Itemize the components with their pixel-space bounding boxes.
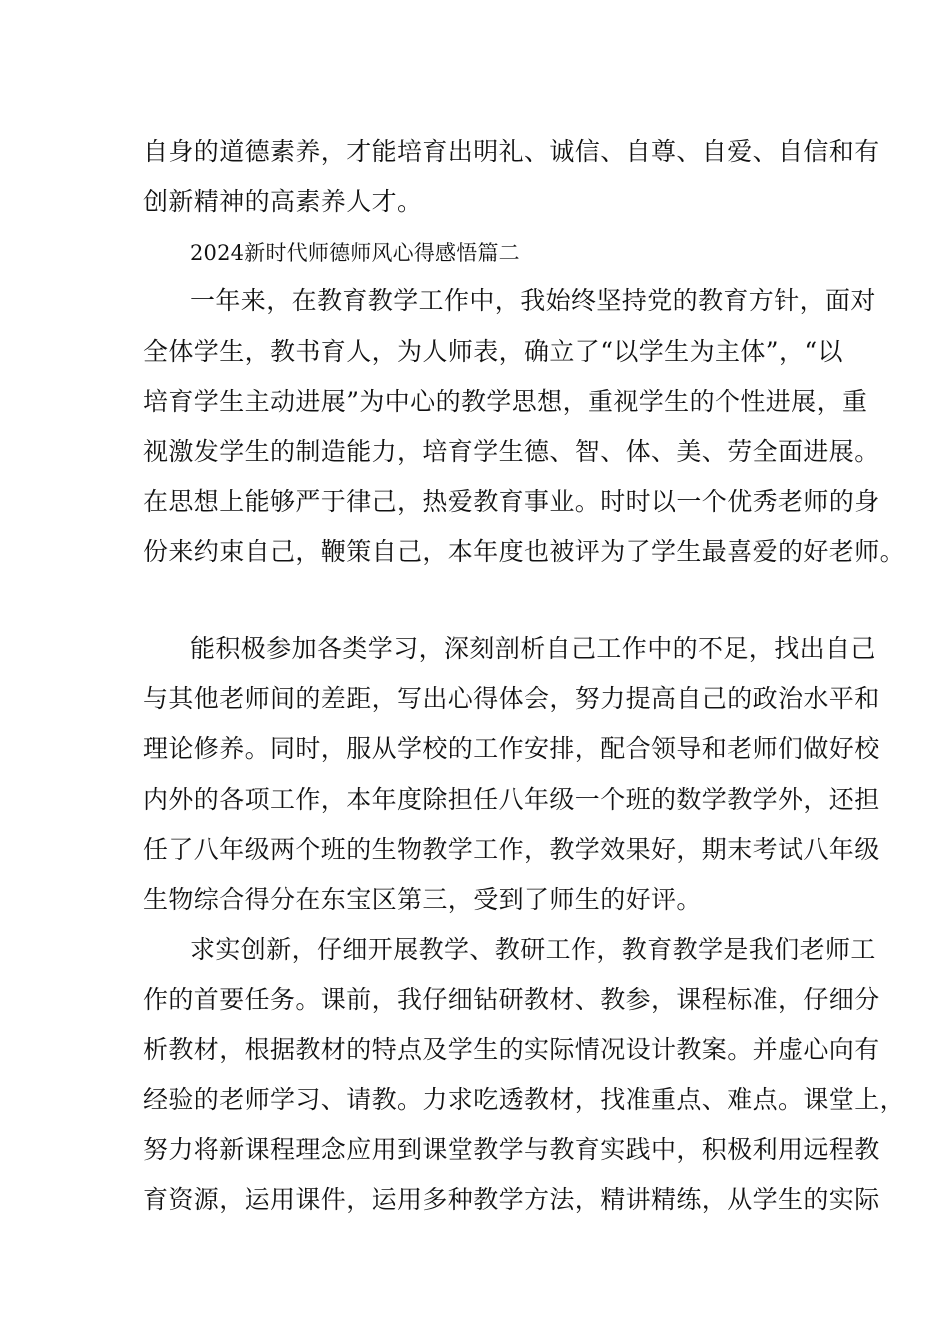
paragraph-line: 生物综合得分在东宝区第三，受到了师生的好评。 [143, 885, 702, 914]
paragraph-line: 创新精神的高素养人才。 [143, 187, 423, 216]
paragraph-line: 努力将新课程理念应用到课堂教学与教育实践中，积极利用远程教 [143, 1135, 880, 1164]
paragraph-line: 求实创新，仔细开展教学、教研工作，教育教学是我们老师工 [190, 935, 876, 964]
paragraph-line: 一年来，在教育教学工作中，我始终坚持党的教育方针，面对 [190, 286, 876, 315]
paragraph-line: 作的首要任务。课前，我仔细钻研教材、教参，课程标准，仔细分 [143, 985, 880, 1014]
section-heading: 2024新时代师德师风心得感悟篇二 [190, 241, 520, 265]
paragraph-line: 全体学生，教书育人，为人师表，确立了“以学生为主体”，“以 [143, 337, 843, 366]
paragraph-line: 析教材，根据教材的特点及学生的实际情况设计教案。并虚心向有 [143, 1035, 880, 1064]
paragraph-line: 培育学生主动进展”为中心的教学思想，重视学生的个性进展，重 [143, 387, 868, 416]
paragraph-line: 在思想上能够严于律己，热爱教育事业。时时以一个优秀老师的身 [143, 487, 880, 516]
paragraph-line: 任了八年级两个班的生物教学工作，教学效果好，期末考试八年级 [143, 835, 880, 864]
paragraph-line: 视激发学生的制造能力，培育学生德、智、体、美、劳全面进展。 [143, 437, 880, 466]
paragraph-line: 份来约束自己，鞭策自己，本年度也被评为了学生最喜爱的好老师。 [143, 537, 906, 566]
paragraph-line: 育资源，运用课件，运用多种教学方法，精讲精练，从学生的实际 [143, 1185, 880, 1214]
paragraph-line: 内外的各项工作，本年度除担任八年级一个班的数学教学外，还担 [143, 785, 880, 814]
paragraph-line: 理论修养。同时，服从学校的工作安排，配合领导和老师们做好校 [143, 734, 880, 763]
paragraph-line: 经验的老师学习、请教。力求吃透教材，找准重点、难点。课堂上， [143, 1085, 906, 1114]
paragraph-line: 自身的道德素养，才能培育出明礼、诚信、自尊、自爱、自信和有 [143, 137, 880, 166]
paragraph-line: 能积极参加各类学习，深刻剖析自己工作中的不足，找出自己 [190, 634, 876, 663]
paragraph-line: 与其他老师间的差距，写出心得体会，努力提高自己的政治水平和 [143, 684, 880, 713]
